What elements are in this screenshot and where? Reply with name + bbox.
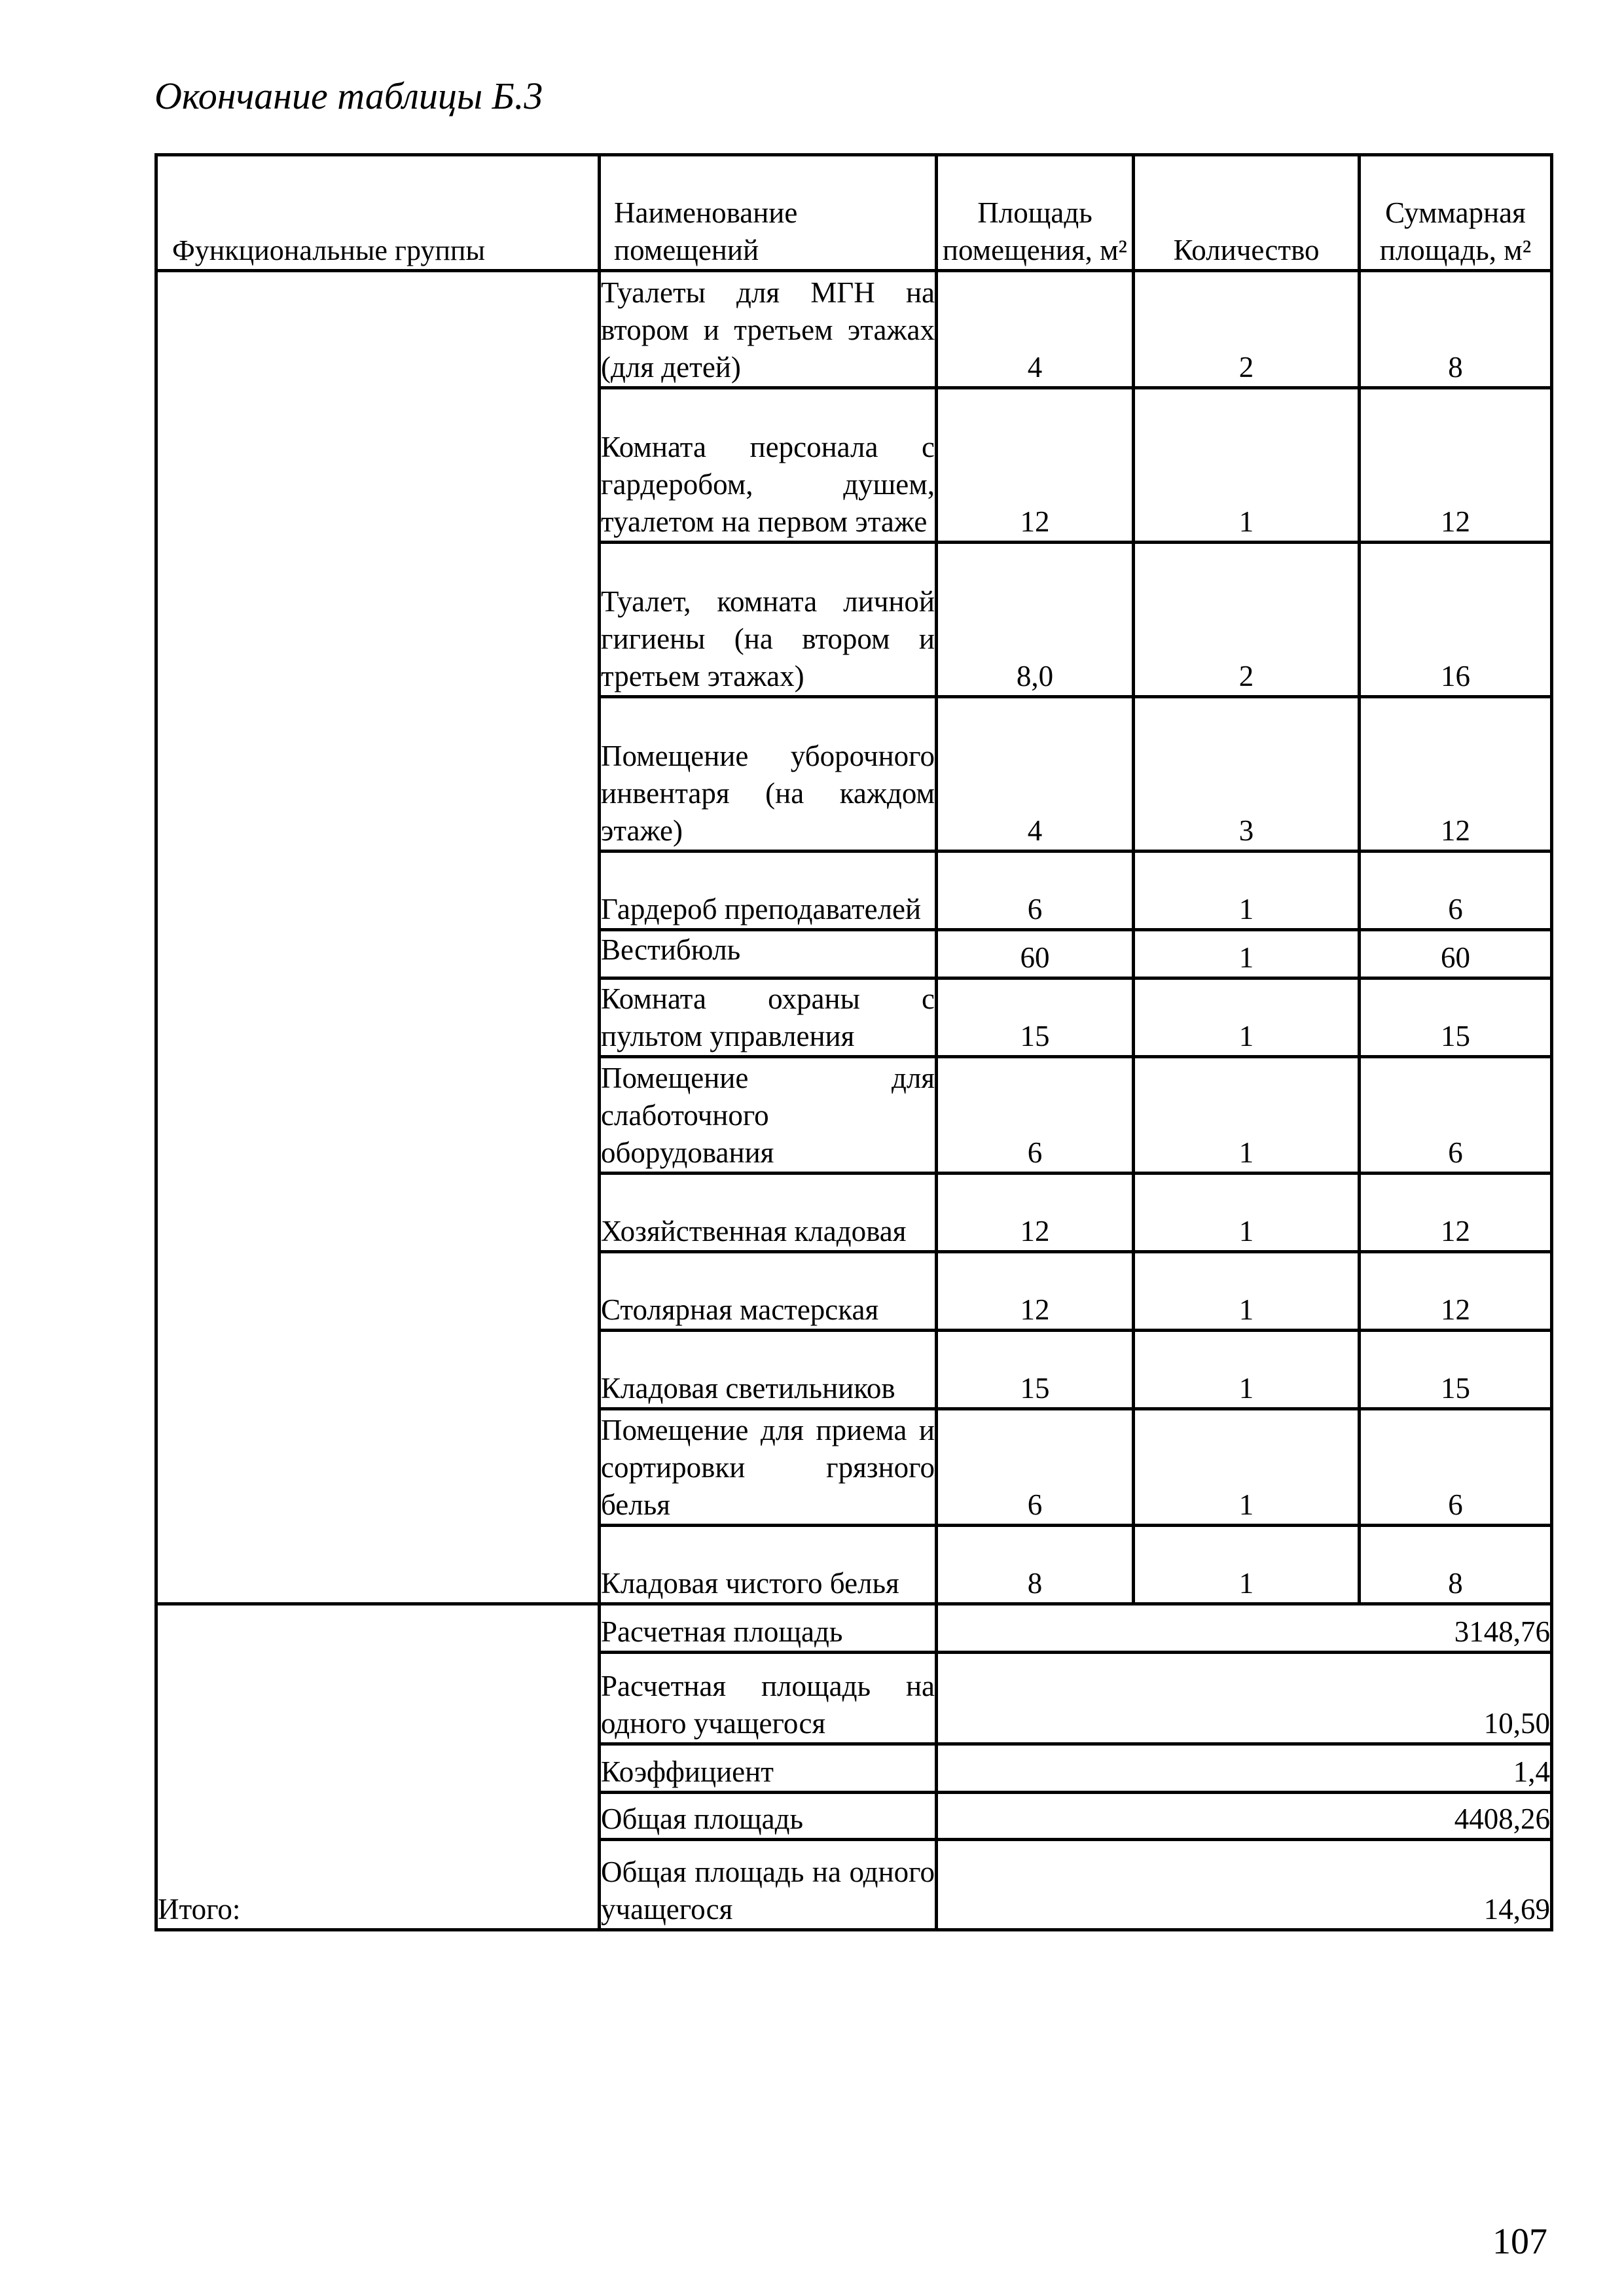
room-total: 6 bbox=[1360, 1057, 1552, 1174]
room-area: 6 bbox=[937, 852, 1134, 930]
room-area: 8 bbox=[937, 1526, 1134, 1604]
room-count: 1 bbox=[1134, 1057, 1360, 1174]
room-total: 60 bbox=[1360, 930, 1552, 978]
room-name: Кладовая светильников bbox=[600, 1331, 937, 1409]
area-table bbox=[154, 153, 1553, 1931]
room-total: 8 bbox=[1360, 1526, 1552, 1604]
room-total: 6 bbox=[1360, 852, 1552, 930]
room-name: Помещение уборочного инвентаря (на каждом этаже) bbox=[600, 697, 937, 852]
header-group: Функциональные группы bbox=[156, 155, 600, 271]
header-total: Суммарная площадь, м² bbox=[1360, 155, 1552, 271]
room-total: 12 bbox=[1360, 1252, 1552, 1331]
room-total: 16 bbox=[1360, 543, 1552, 697]
group-cell bbox=[156, 271, 600, 1604]
room-total: 15 bbox=[1360, 978, 1552, 1057]
total-item-name: Коэффициент bbox=[600, 1744, 937, 1793]
room-count: 1 bbox=[1134, 1526, 1360, 1604]
room-count: 1 bbox=[1134, 1409, 1360, 1526]
room-area: 4 bbox=[937, 271, 1134, 388]
room-count: 1 bbox=[1134, 388, 1360, 543]
total-item-value: 4408,26 bbox=[937, 1793, 1552, 1840]
room-count: 3 bbox=[1134, 697, 1360, 852]
room-name: Вестибюль bbox=[600, 930, 937, 978]
room-area: 12 bbox=[937, 1252, 1134, 1331]
total-item-value: 14,69 bbox=[937, 1840, 1552, 1930]
table-row bbox=[156, 271, 1552, 388]
room-name: Кладовая чистого белья bbox=[600, 1526, 937, 1604]
room-count: 1 bbox=[1134, 852, 1360, 930]
room-name: Хозяйственная кладовая bbox=[600, 1174, 937, 1252]
header-area: Площадь помещения, м² bbox=[937, 155, 1134, 271]
room-area: 60 bbox=[937, 930, 1134, 978]
total-item-name: Общая площадь на одного учащегося bbox=[600, 1840, 937, 1930]
room-count: 2 bbox=[1134, 271, 1360, 388]
room-name: Помещение для приема и сортировки грязного белья bbox=[600, 1409, 937, 1526]
room-count: 1 bbox=[1134, 1331, 1360, 1409]
room-area: 6 bbox=[937, 1409, 1134, 1526]
total-row bbox=[156, 1604, 1552, 1653]
total-item-value: 10,50 bbox=[937, 1653, 1552, 1744]
room-total: 12 bbox=[1360, 697, 1552, 852]
room-name: Туалет, комната личной гигиены (на втором и третьем этажах) bbox=[600, 543, 937, 697]
header-count: Количество bbox=[1134, 155, 1360, 271]
total-label: Итого: bbox=[156, 1604, 600, 1930]
room-count: 1 bbox=[1134, 978, 1360, 1057]
table-caption: Окончание таблицы Б.3 bbox=[154, 75, 543, 117]
room-name: Столярная мастерская bbox=[600, 1252, 937, 1331]
total-item-name: Расчетная площадь на одного учащегося bbox=[600, 1653, 937, 1744]
room-count: 1 bbox=[1134, 1174, 1360, 1252]
room-name: Помещение для слаботочного оборудования bbox=[600, 1057, 937, 1174]
total-item-value: 3148,76 bbox=[937, 1604, 1552, 1653]
table-header-row bbox=[156, 155, 1552, 271]
total-item-name: Общая площадь bbox=[600, 1793, 937, 1840]
page-number: 107 bbox=[1492, 2221, 1547, 2262]
room-area: 15 bbox=[937, 978, 1134, 1057]
room-total: 12 bbox=[1360, 1174, 1552, 1252]
room-total: 6 bbox=[1360, 1409, 1552, 1526]
room-count: 2 bbox=[1134, 543, 1360, 697]
room-total: 12 bbox=[1360, 388, 1552, 543]
room-name: Туалеты для МГН на втором и третьем этажах (для детей) bbox=[600, 271, 937, 388]
room-area: 8,0 bbox=[937, 543, 1134, 697]
room-area: 15 bbox=[937, 1331, 1134, 1409]
header-name: Наименование помещений bbox=[600, 155, 937, 271]
room-total: 8 bbox=[1360, 271, 1552, 388]
room-area: 6 bbox=[937, 1057, 1134, 1174]
room-total: 15 bbox=[1360, 1331, 1552, 1409]
room-count: 1 bbox=[1134, 1252, 1360, 1331]
room-name: Комната персонала с гардеробом, душем, туалетом на первом этаже bbox=[600, 388, 937, 543]
room-area: 4 bbox=[937, 697, 1134, 852]
total-item-value: 1,4 bbox=[937, 1744, 1552, 1793]
room-name: Комната охраны с пультом управления bbox=[600, 978, 937, 1057]
room-count: 1 bbox=[1134, 930, 1360, 978]
room-area: 12 bbox=[937, 1174, 1134, 1252]
total-item-name: Расчетная площадь bbox=[600, 1604, 937, 1653]
room-area: 12 bbox=[937, 388, 1134, 543]
room-name: Гардероб преподавателей bbox=[600, 852, 937, 930]
